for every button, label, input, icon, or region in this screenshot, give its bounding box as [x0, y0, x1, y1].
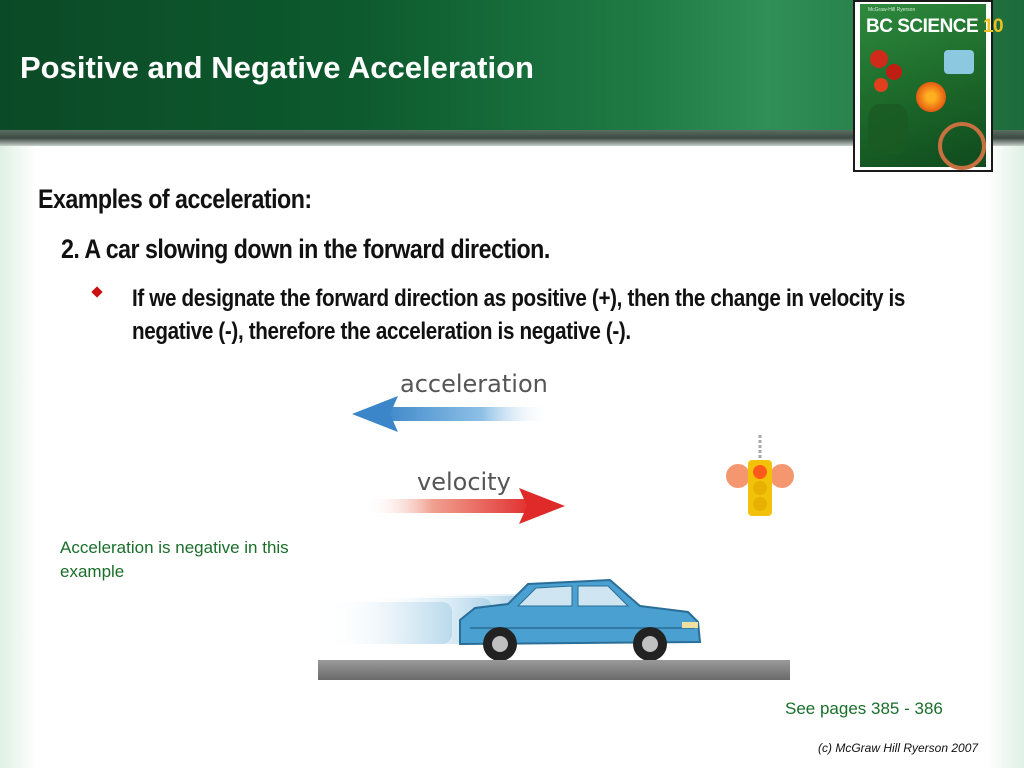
- bullet-text: If we designate the forward direction as positive (+), then the change in velocity is negative (-), therefore the acceleration is negative (-).: [132, 285, 906, 345]
- car-deceleration-diagram: [310, 360, 810, 690]
- cover-coaster: [938, 122, 986, 170]
- cover-berry-2: [886, 64, 902, 80]
- cover-sky: [944, 50, 974, 74]
- section-heading: Examples of acceleration:: [38, 184, 312, 214]
- cover-sun: [916, 82, 946, 112]
- page-reference: See pages 385 - 386: [785, 699, 943, 718]
- diagram-svg: [310, 360, 810, 690]
- textbook-title-main: BC SCIENCE: [866, 16, 983, 37]
- example-heading: 2. A car slowing down in the forward direction.: [61, 234, 550, 264]
- car-icon: [460, 580, 700, 661]
- textbook-cover-image: [860, 4, 1004, 167]
- textbook-publisher: McGraw-Hill Ryerson: [868, 7, 916, 13]
- acceleration-arrow: [352, 396, 550, 432]
- textbook-cover: [853, 0, 1004, 172]
- cover-berry-3: [874, 78, 888, 92]
- textbook-title-number: 10: [982, 16, 1004, 37]
- diagram-caption: Acceleration is negative in this example: [60, 538, 289, 581]
- acceleration-label: acceleration: [400, 370, 548, 398]
- diamond-bullet-icon: [91, 286, 102, 297]
- traffic-light-icon: [726, 435, 794, 516]
- road: [318, 660, 790, 680]
- textbook-title: [866, 16, 1003, 38]
- velocity-label: velocity: [417, 468, 511, 496]
- slide-title: Positive and Negative Acceleration: [20, 50, 534, 85]
- cover-berry-1: [870, 50, 888, 68]
- cover-leaf: [868, 104, 908, 154]
- copyright-notice: (c) McGraw Hill Ryerson 2007: [818, 741, 979, 755]
